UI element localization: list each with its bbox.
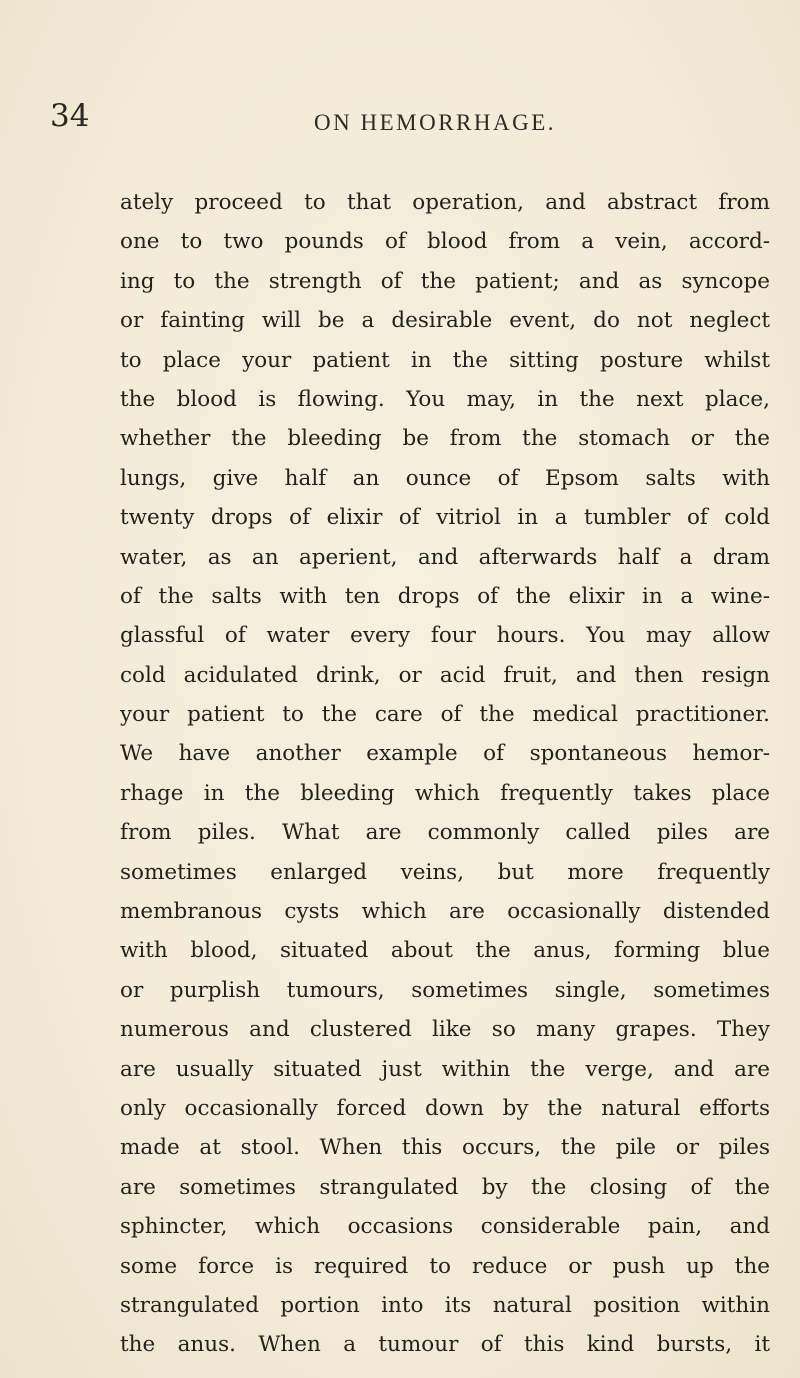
text-line: ately proceed to that operation, and abstract from <box>120 190 770 215</box>
text-line: some force is required to reduce or push up the <box>120 1253 770 1279</box>
text-line: whether the bleeding be from the stomach or the <box>120 426 770 452</box>
text-line: the anus. When a tumour of this kind bursts, it <box>120 1332 770 1358</box>
text-line: are sometimes strangulated by the closing of the <box>120 1174 770 1200</box>
text-line: only occasionally forced down by the natural efforts <box>120 1095 770 1121</box>
text-line: your patient to the care of the medical practitioner. <box>120 702 770 728</box>
text-line: water, as an aperient, and afterwards half a dram <box>120 544 770 570</box>
text-line: membranous cysts which are occasionally distended <box>120 899 770 925</box>
text-line: strangulated portion into its natural position within <box>120 1292 770 1318</box>
body-text <box>120 183 770 1365</box>
text-line: or purplish tumours, sometimes single, sometimes <box>120 977 770 1003</box>
text-line: numerous and clustered like so many grapes. They <box>120 1017 770 1043</box>
text-line: or fainting will be a desirable event, do not neglect <box>120 308 770 334</box>
text-line: ing to the strength of the patient; and as syncope <box>120 268 770 294</box>
text-line: sphincter, which occasions considerable pain, and <box>120 1214 770 1240</box>
text-line: made at stool. When this occurs, the pile or piles <box>120 1135 770 1161</box>
text-line: the blood is flowing. You may, in the next place, <box>120 386 770 412</box>
text-line: of the salts with ten drops of the elixir in a wine- <box>120 583 770 609</box>
text-line: lungs, give half an ounce of Epsom salts with <box>120 465 770 491</box>
text-line: with blood, situated about the anus, forming blue <box>120 938 770 964</box>
text-line: to place your patient in the sitting posture whilst <box>120 347 770 373</box>
text-line: twenty drops of elixir of vitriol in a tumbler of cold <box>120 505 770 531</box>
text-line: one to two pounds of blood from a vein, accord- <box>120 229 770 255</box>
text-line: sometimes enlarged veins, but more frequently <box>120 859 770 885</box>
text-line: rhage in the bleeding which frequently takes place <box>120 780 770 806</box>
text-line: are usually situated just within the verge, and are <box>120 1056 770 1082</box>
text-line: from piles. What are commonly called piles are <box>120 820 770 846</box>
text-line: cold acidulated drink, or acid fruit, and then resign <box>120 662 770 688</box>
running-head: ON HEMORRHAGE. <box>314 110 556 135</box>
page-number: 34 <box>50 98 90 134</box>
text-line: glassful of water every four hours. You may allow <box>120 623 770 649</box>
text-line: We have another example of spontaneous hemor- <box>120 741 770 767</box>
